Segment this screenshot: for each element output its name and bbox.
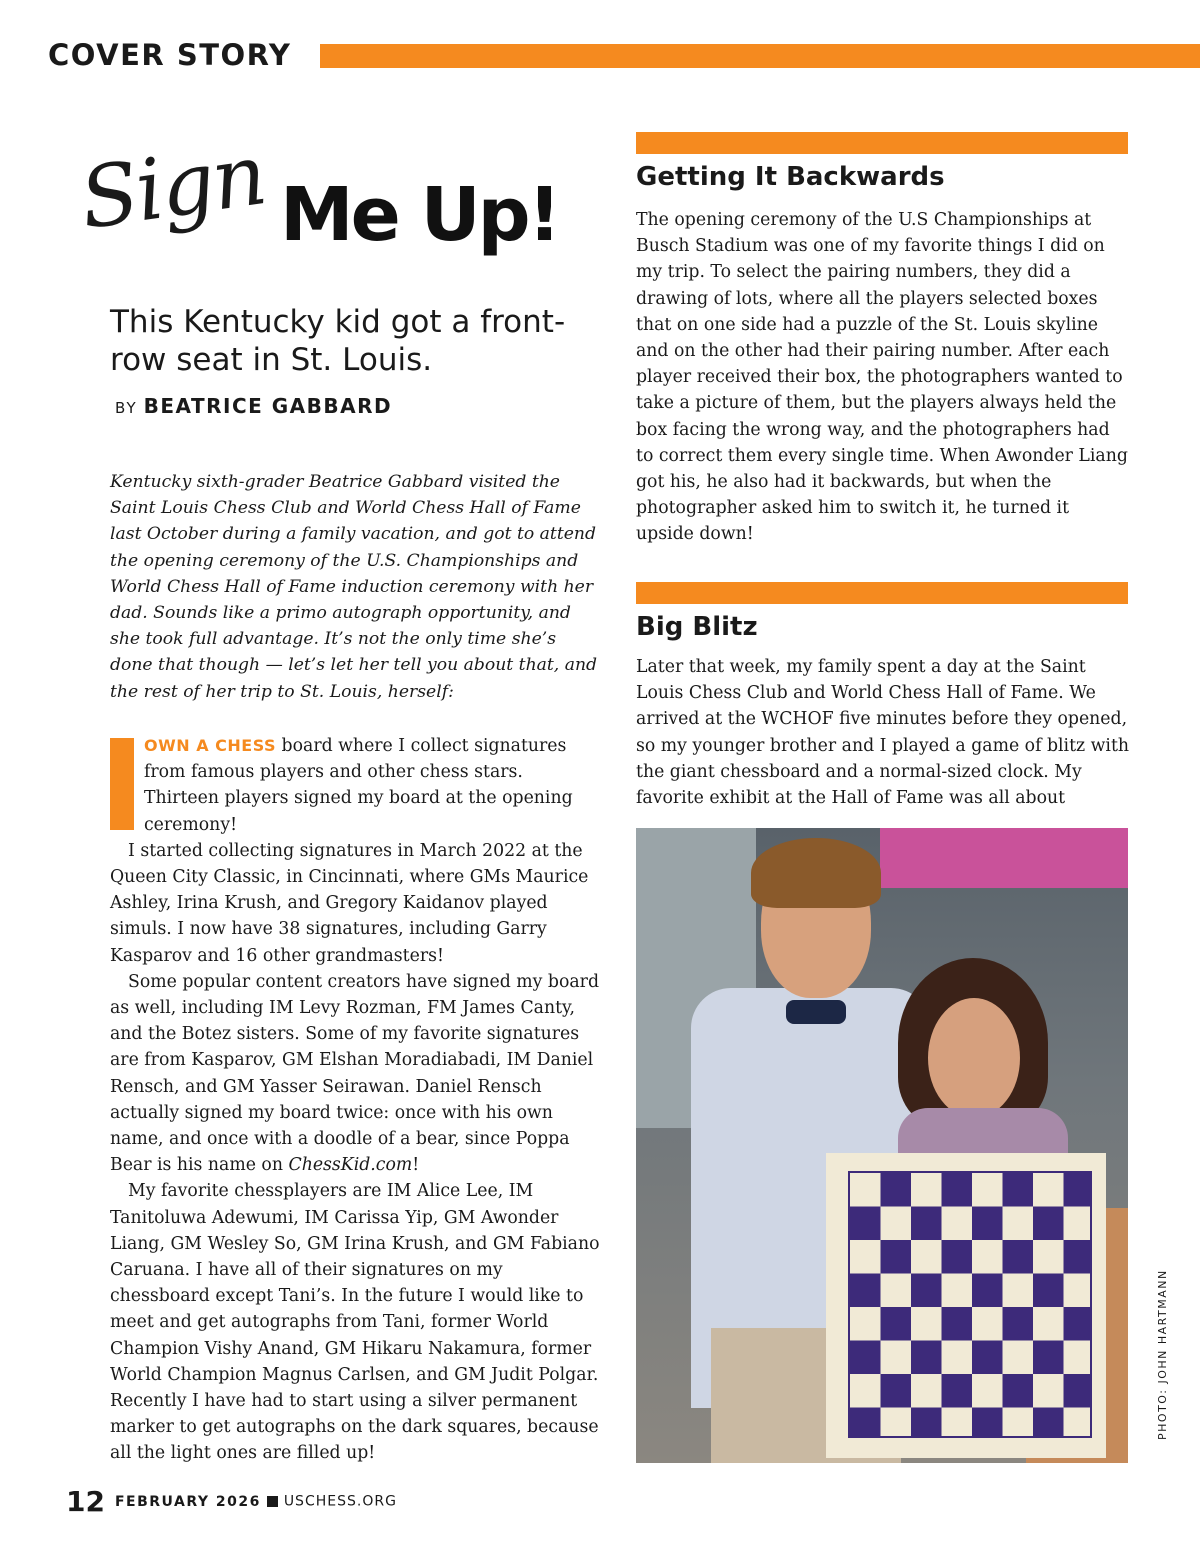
paragraph-1-text: board where I collect signatures from famous players and other chess stars. Thirteen players signed my board at the opening ceremony! <box>144 736 573 835</box>
girl-face <box>928 998 1020 1118</box>
body-left-column <box>110 733 600 1467</box>
title-bold-words: Me Up! <box>280 172 559 258</box>
section-1-text: The opening ceremony of the U.S Championships at Busch Stadium was one of my favorite things I did on my trip. To select the pairing numbers, they did a drawing of lots, where all the players selected boxes that on one side had a puzzle of the St. Louis skyline and on the other had their pairing number. After each player received their box, the photographers wanted to take a picture of them, but the players always held the box facing the wrong way, and the photographers had to correct them every single time. When Awonder Liang got his, he also had it backwards, but when the photographer asked him to switch it, he turned it upside down! <box>636 210 1128 545</box>
paragraph-3-text-a: Some popular content creators have signed my board as well, including IM Levy Rozman, FM James Canty, and the Botez sisters. Some of my favorite signatures are from Kasparov, GM Elshan Moradiabadi, IM Daniel Rensch, and GM Yasser Seirawan. Daniel Rensch actually signed my board twice: once with his own name, and once with a doodle of a bear, since Poppa Bear is his name on <box>110 971 600 1176</box>
separator-square <box>267 1496 278 1507</box>
photo-credit: PHOTO: JOHN HARTMANN <box>1156 1269 1169 1440</box>
page-footer <box>66 1485 397 1518</box>
article-subtitle: This Kentucky kid got a front-row seat in St. Louis. <box>110 304 566 378</box>
section-1-bar <box>636 132 1128 154</box>
issue-date: FEBRUARY 2026 <box>114 1493 261 1510</box>
article-photo <box>636 828 1128 1463</box>
byline-prefix: BY <box>115 399 138 417</box>
bowtie <box>786 1000 846 1024</box>
paragraph-3-text-b: ! <box>412 1155 420 1176</box>
byline-author: BEATRICE GABBARD <box>143 394 393 418</box>
section-2-text: Later that week, my family spent a day at the Saint Louis Chess Club and World Chess Hall of Fame. We arrived at the WCHOF five minutes before they opened, so my younger brother and I played a game of blitz with the giant chessboard and a normal-sized clock. My favorite exhibit at the Hall of Fame was all about <box>636 657 1130 809</box>
paragraph-2: I started collecting signatures in March 2022 at the Queen City Classic, in Cincinnati, where GMs Maurice Ashley, Irina Krush, and Gregory Kaidanov played simuls. I now have 38 signatures, including Garry Kasparov and 16 other grandmasters! <box>110 840 589 966</box>
paragraph-4: My favorite chessplayers are IM Alice Lee, IM Tanitoluwa Adewumi, IM Carissa Yip, GM Awonder Liang, GM Wesley So, GM Irina Krush, and GM Fabiano Caruana. I have all of their signatures on my chessboard except Tani’s. In the future I would like to meet and get autographs from Tani, former World Champion Vishy Anand, GM Hikaru Nakamura, former World Champion Magnus Carlsen, and GM Judit Polgar. Recently I have had to start using a silver permanent marker to get autographs on the dark squares, because all the light ones are filled up! <box>110 1181 600 1464</box>
man-hair <box>751 838 881 908</box>
leadin-text: OWN A CHESS <box>144 736 277 755</box>
intro-paragraph: Kentucky sixth-grader Beatrice Gabbard visited the Saint Louis Chess Club and World Chess Hall of Fame last October during a family vacation, and got to attend the opening ceremony of the U.S. Championships and World Chess Hall of Fame induction ceremony with her dad. Sounds like a primo autograph opportunity, and she took full advantage. It’s not the only time she’s done that though — let’s let her tell you about that, and the rest of her trip to St. Louis, herself: <box>110 472 598 702</box>
section-2-heading: Big Blitz <box>636 612 758 642</box>
byline <box>115 394 392 418</box>
title-script-word: Sign <box>74 125 271 248</box>
signed-chessboard <box>826 1153 1106 1458</box>
header-accent-bar <box>320 44 1200 68</box>
article-title <box>74 125 608 320</box>
section-2-bar <box>636 582 1128 604</box>
paragraph-3 <box>110 969 600 1179</box>
chesskid-link-text: ChessKid.com <box>288 1155 413 1176</box>
chessboard-grid <box>848 1171 1092 1438</box>
paragraph-1 <box>110 733 600 838</box>
page-number: 12 <box>66 1485 105 1518</box>
site-url: USCHESS.ORG <box>283 1493 397 1510</box>
section-label: COVER STORY <box>48 38 292 72</box>
section-1-heading: Getting It Backwards <box>636 162 945 192</box>
